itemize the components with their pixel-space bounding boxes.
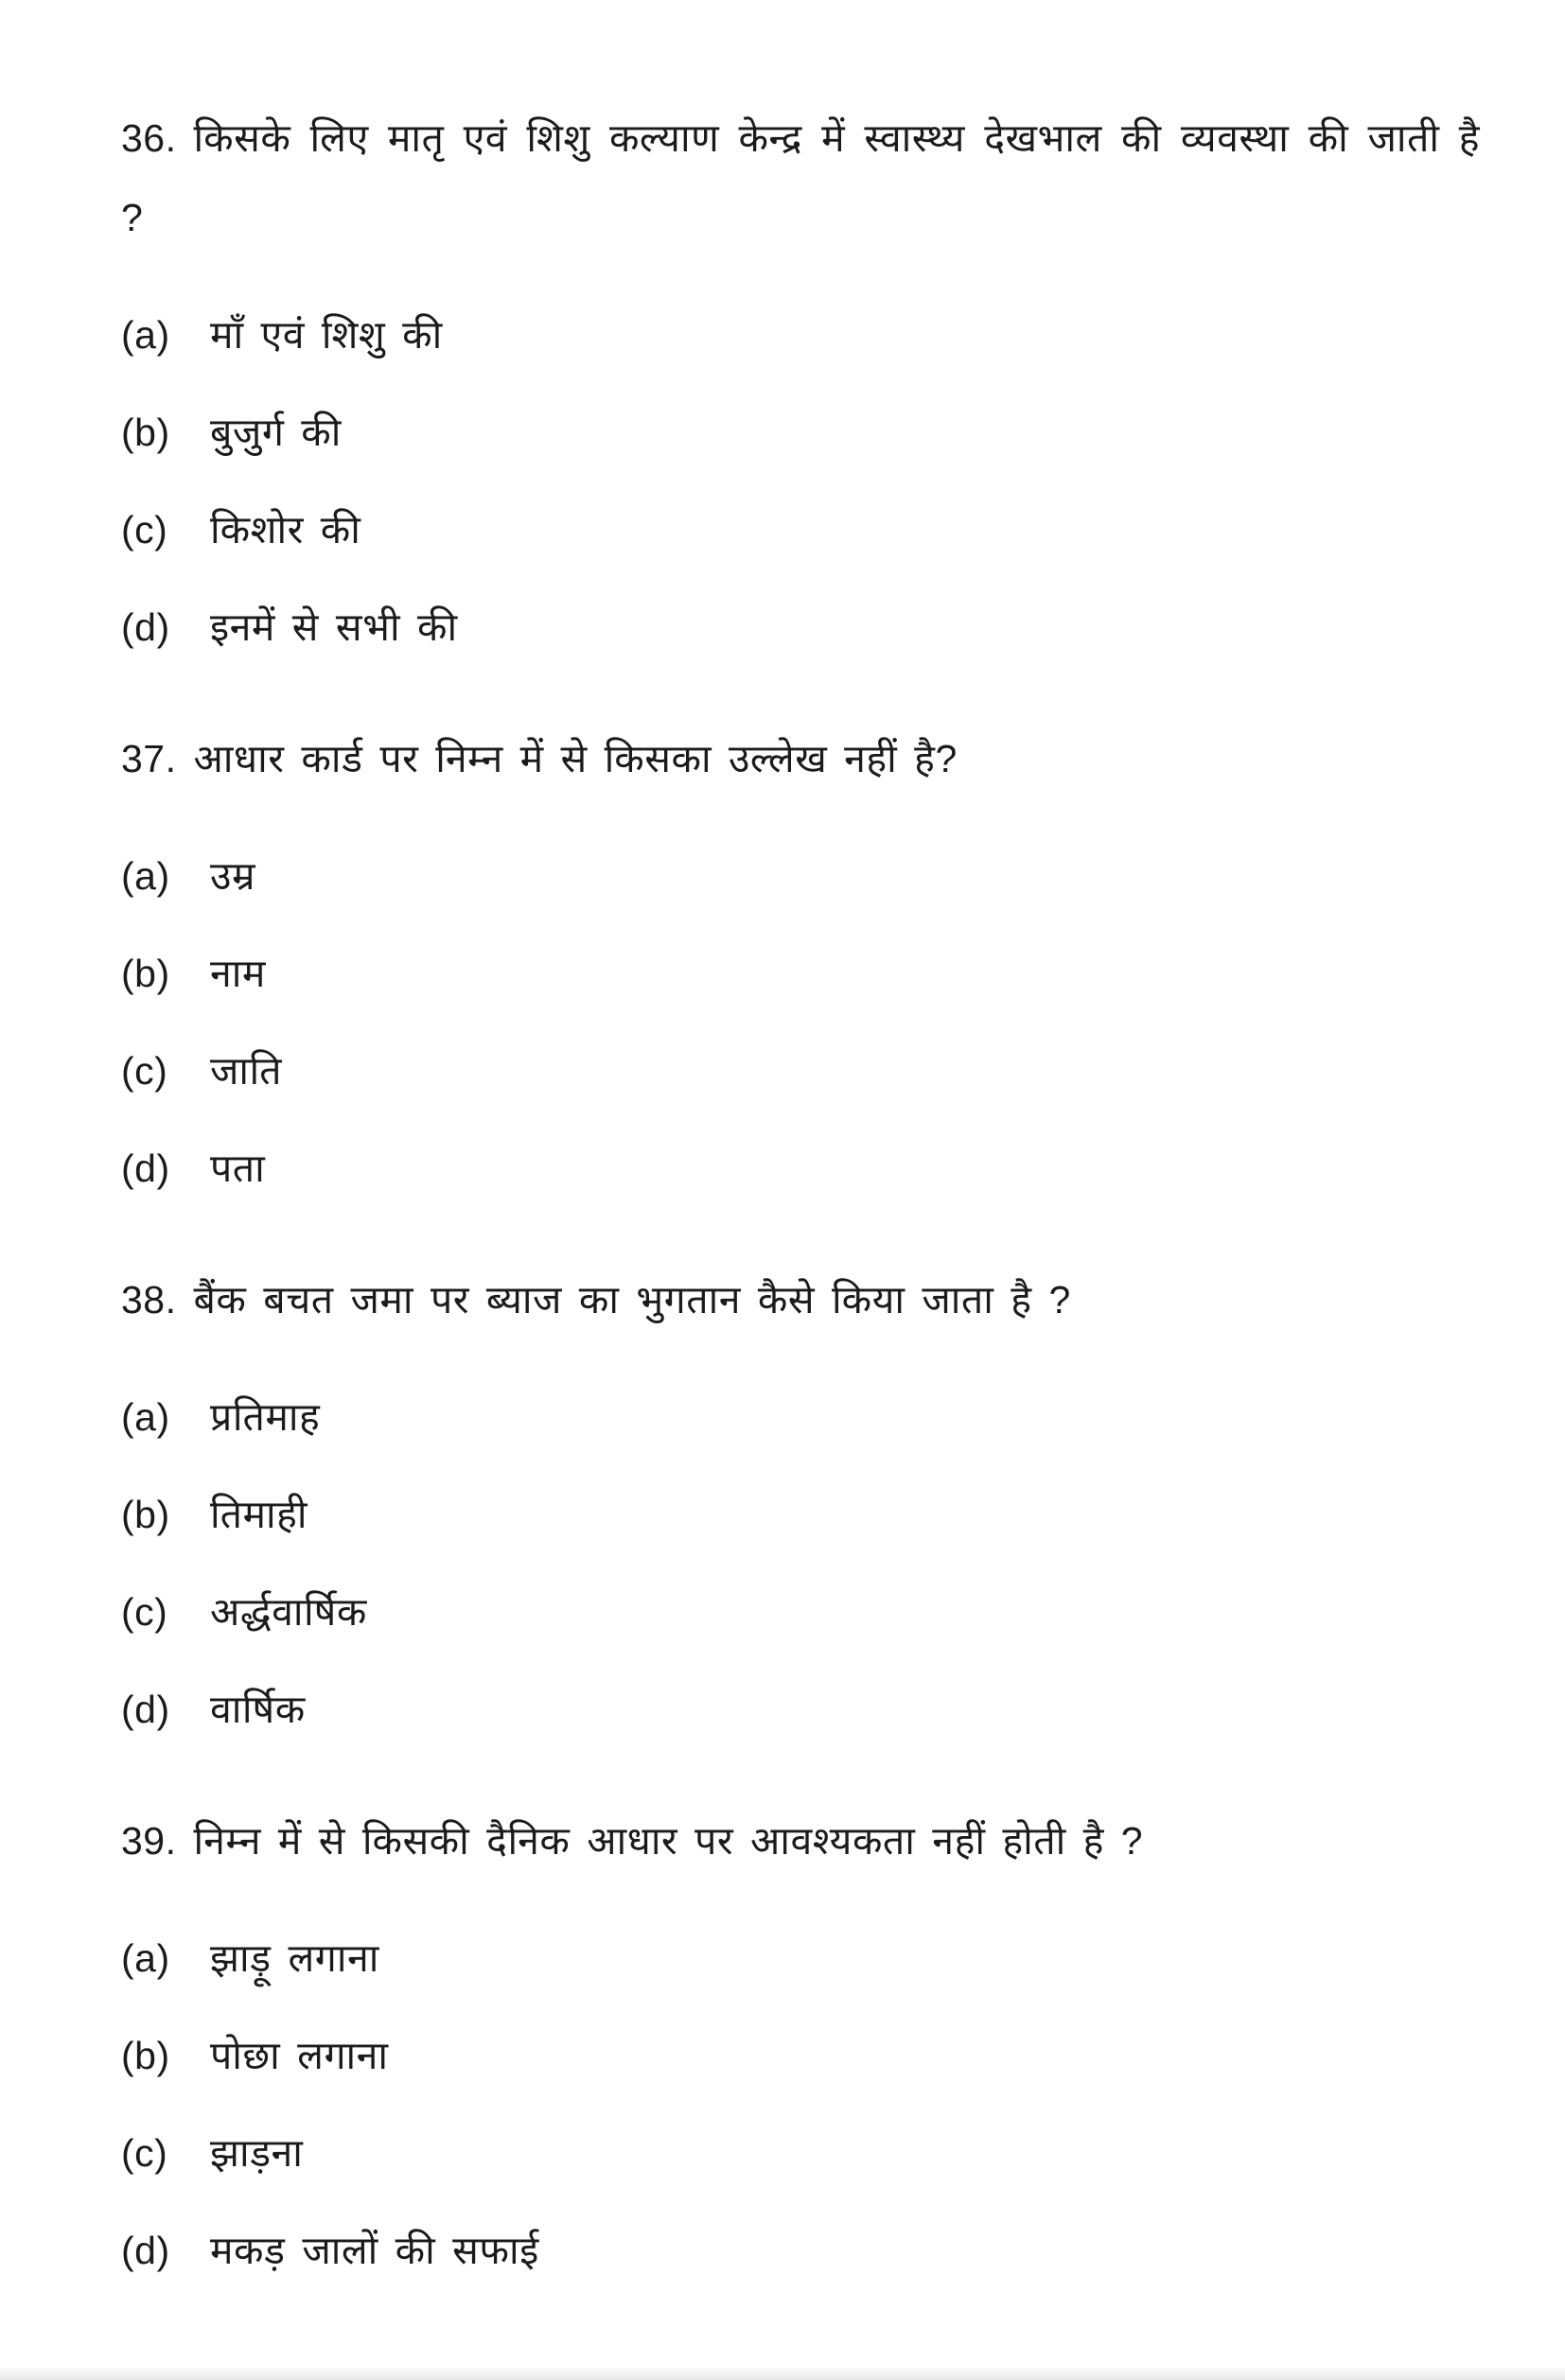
question-39 <box>121 1801 1480 1881</box>
option-row <box>121 508 1480 552</box>
option-row <box>121 2034 1480 2078</box>
option-label: (a) <box>121 854 170 899</box>
option-text: किशोर की <box>210 508 361 552</box>
option-text: नाम <box>210 952 266 996</box>
option-row <box>121 313 1480 358</box>
option-row <box>121 2229 1480 2273</box>
option-row <box>121 1688 1480 1732</box>
option-label: (b) <box>121 2034 170 2078</box>
option-label: (c) <box>121 1590 168 1635</box>
option-text: झाड़ना <box>210 2131 304 2176</box>
option-text: प्रतिमाह <box>210 1395 321 1440</box>
option-text: पोछा लगाना <box>210 2034 389 2078</box>
option-text: मकड़ जालों की सफाई <box>210 2229 539 2273</box>
option-text: जाति <box>210 1049 283 1094</box>
option-row <box>121 1049 1480 1094</box>
option-label: (d) <box>121 605 170 650</box>
option-text: माँ एवं शिशु की <box>210 313 443 358</box>
option-label: (a) <box>121 1936 170 1981</box>
option-text: झाड़ू लगाना <box>210 1936 379 1981</box>
option-label: (b) <box>121 952 170 996</box>
option-row <box>121 411 1480 455</box>
option-label: (d) <box>121 1688 170 1732</box>
question-37 <box>121 719 1480 798</box>
option-row <box>121 1590 1480 1635</box>
question-block-36 <box>121 98 1480 650</box>
option-row <box>121 952 1480 996</box>
option-row <box>121 1146 1480 1191</box>
option-row <box>121 1936 1480 1981</box>
option-label: (b) <box>121 1493 170 1537</box>
option-label: (b) <box>121 411 170 455</box>
option-label: (c) <box>121 2131 168 2176</box>
option-label: (d) <box>121 2229 170 2273</box>
option-label: (a) <box>121 313 170 358</box>
question-number: 38. <box>121 1278 177 1322</box>
question-text: किसके लिए मातृ एवं शिशु कल्याण केन्द्र में स्वास्थ्य देखभाल की व्यवस्था की जाती है ? <box>121 116 1480 240</box>
option-row <box>121 1395 1480 1440</box>
option-label: (d) <box>121 1146 170 1191</box>
question-38 <box>121 1260 1480 1339</box>
option-label: (a) <box>121 1395 170 1440</box>
option-text: उम्र <box>210 854 255 899</box>
question-text: निम्न में से किसकी दैनिक आधार पर आवश्यकता नहीं होती है ? <box>193 1819 1144 1864</box>
option-text: अर्द्धवार्षिक <box>210 1590 367 1635</box>
question-number: 39. <box>121 1819 177 1864</box>
option-text: पता <box>210 1146 266 1191</box>
question-block-37 <box>121 719 1480 1191</box>
question-block-39 <box>121 1801 1480 2273</box>
option-row <box>121 854 1480 899</box>
question-block-38 <box>121 1260 1480 1732</box>
question-number: 36. <box>121 116 177 160</box>
page-bottom-edge <box>0 2367 1565 2380</box>
option-text: वार्षिक <box>210 1688 306 1732</box>
question-text: आधार कार्ड पर निम्न में से किसका उल्लेख नहीं है? <box>193 737 958 781</box>
question-36 <box>121 98 1480 257</box>
option-row <box>121 1493 1480 1537</box>
option-text: बुजुर्ग की <box>210 411 342 455</box>
option-label: (c) <box>121 1049 168 1094</box>
option-row <box>121 605 1480 650</box>
option-text: इनमें से सभी की <box>210 605 458 650</box>
question-number: 37. <box>121 737 177 781</box>
question-text: बैंक बचत जमा पर ब्याज का भुगतान कैसे किया जाता है ? <box>193 1278 1071 1322</box>
option-label: (c) <box>121 508 168 552</box>
option-row <box>121 2131 1480 2176</box>
option-text: तिमाही <box>210 1493 308 1537</box>
